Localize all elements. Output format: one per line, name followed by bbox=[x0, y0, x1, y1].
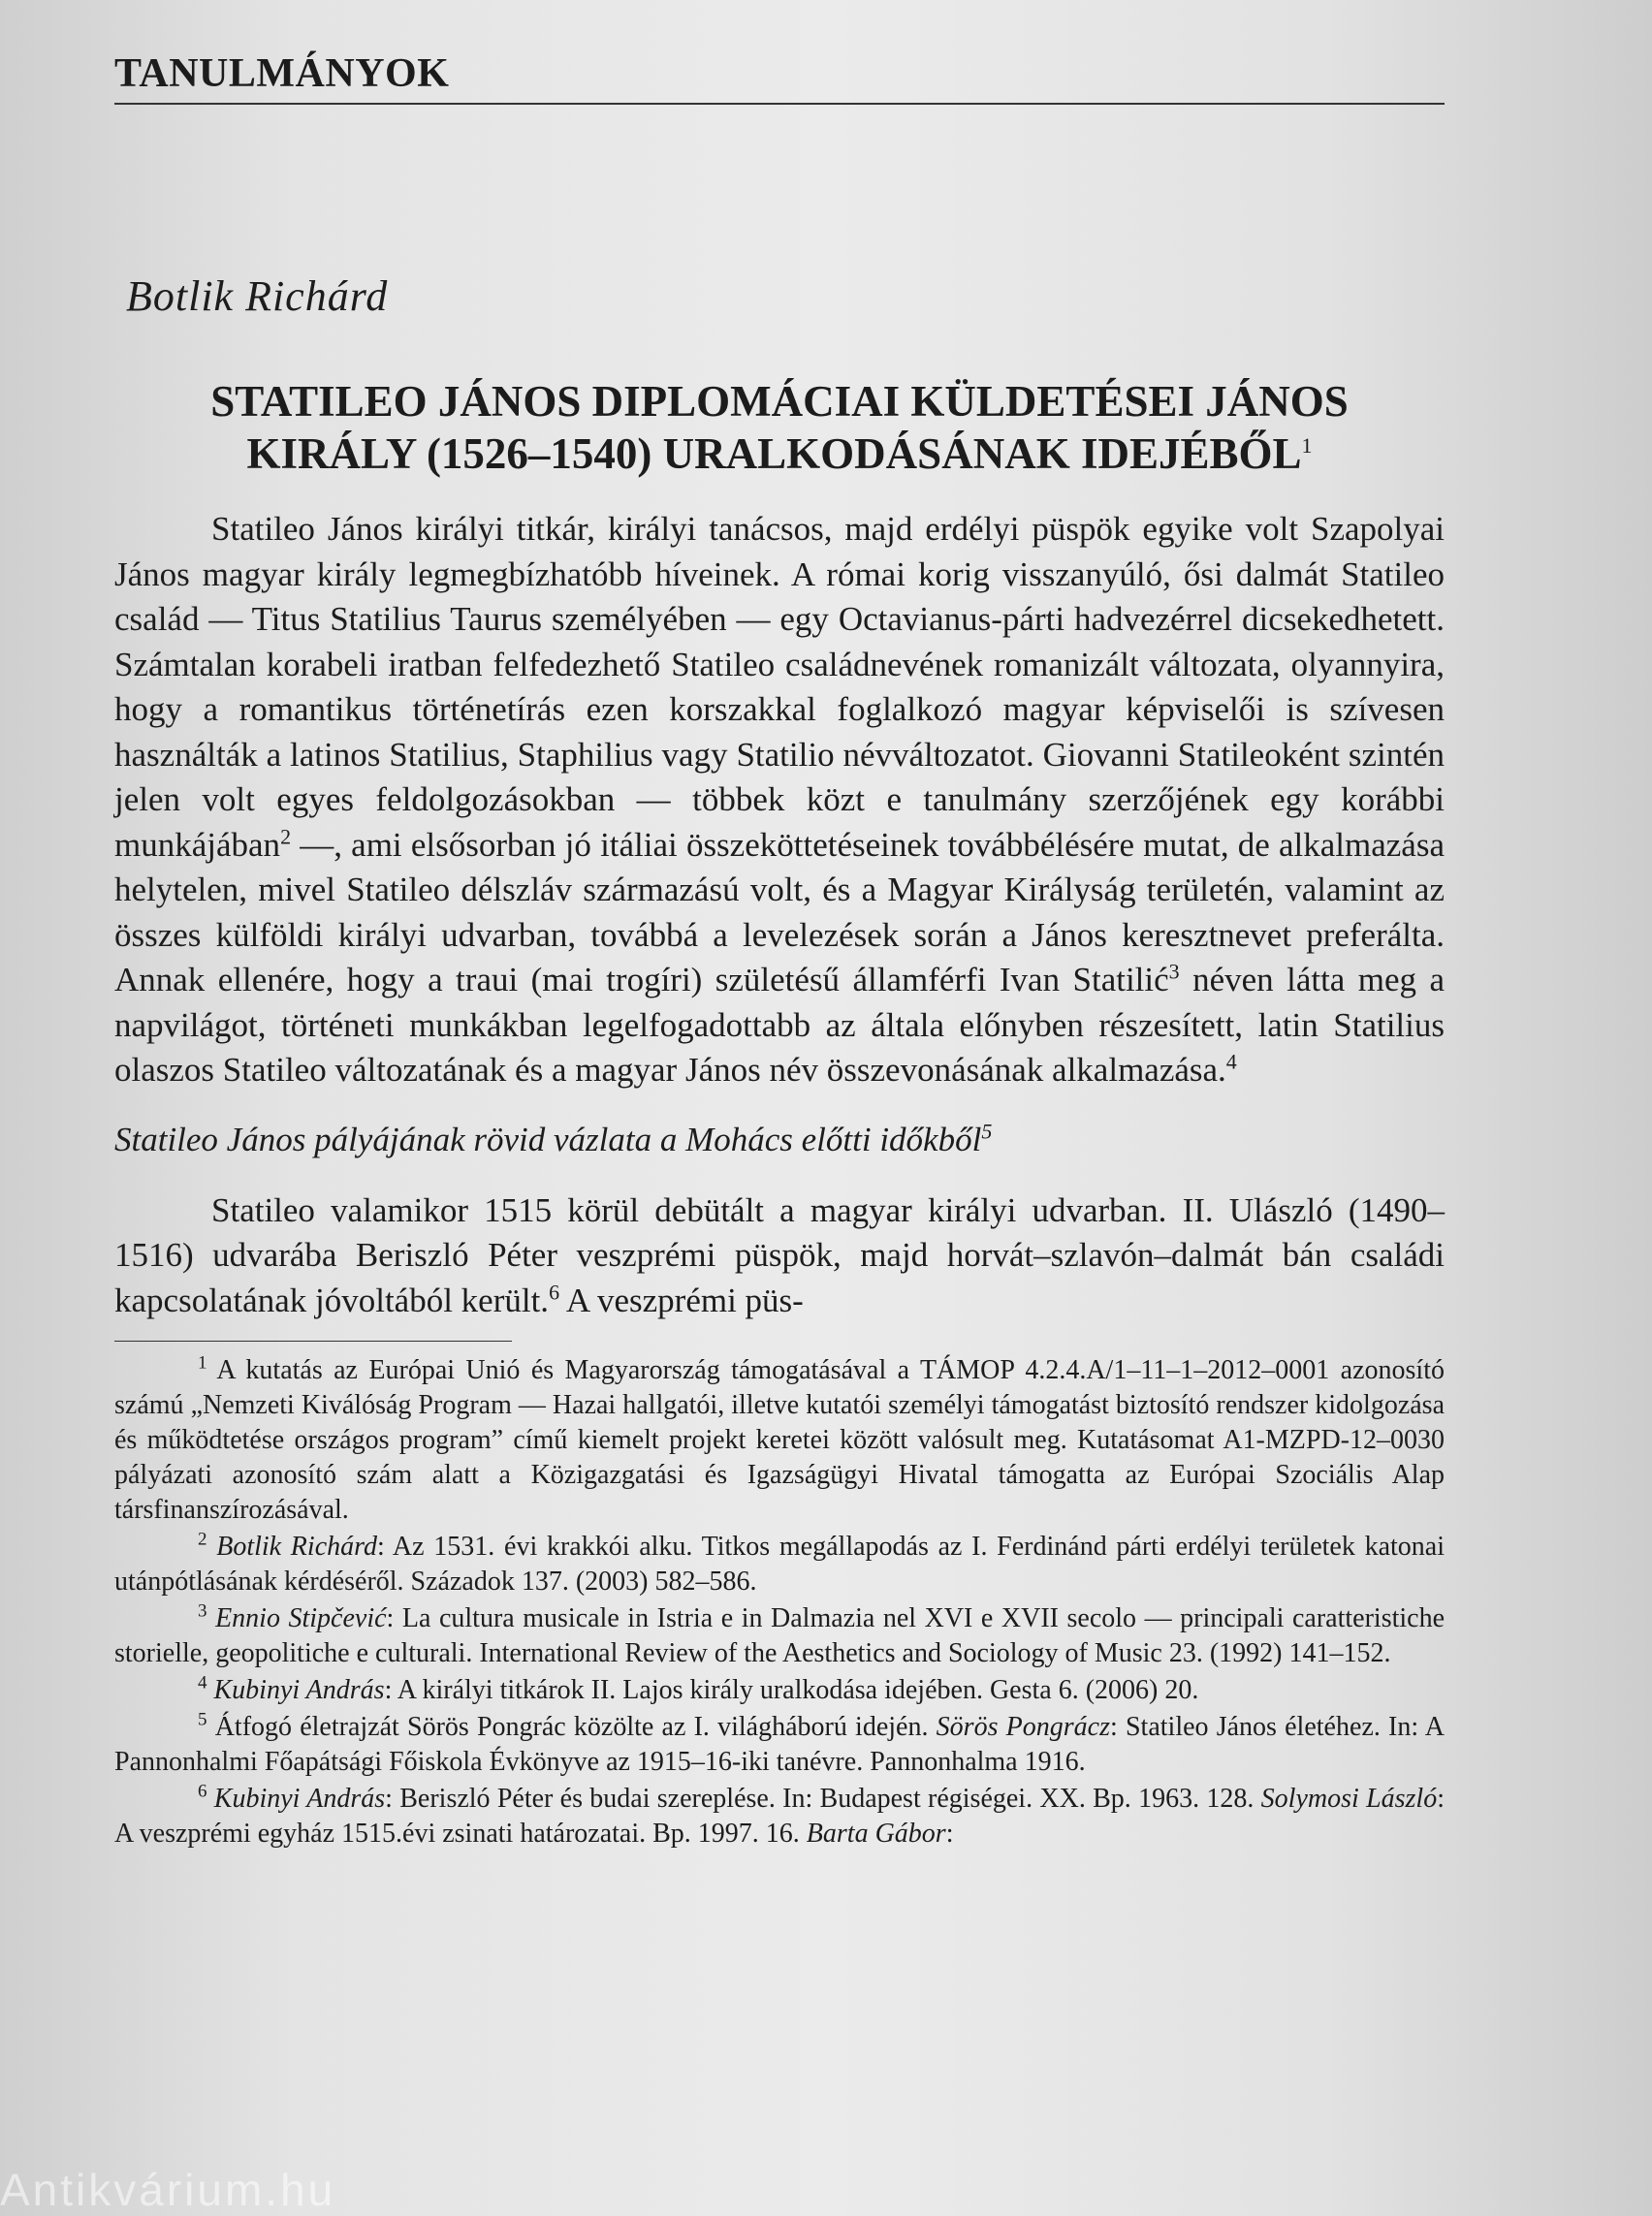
footnote-divider bbox=[114, 1341, 512, 1342]
footnote-text: : Statileo János életéhez. In: A Pannonhalmi Főapátsági Főiskola Évkönyve az 1915–16-iki tanévre. Pannonhalma 1916. bbox=[114, 1712, 1446, 1777]
footnote-ref: 3 bbox=[1168, 959, 1180, 984]
paragraph-text: A veszprémi püs- bbox=[559, 1281, 804, 1319]
footnote-text: : A veszprémi egyház 1515.évi zsinati határozatai. Bp. 1997. 16. bbox=[114, 1784, 1445, 1849]
cited-author: Ennio Stipčević bbox=[215, 1603, 387, 1633]
footnote-text: A kutatás az Európai Unió és Magyarország támogatásával a TÁMOP 4.2.4.A/1–11–1–2012–0001 azonosító számú „Nemzeti Kiválóság Program — Hazai hallgatói, illetve kutatói személyi támogatást biztosító rendszer kidolgozása és működtetése országos program” című kiemelt projekt keretei között valósult meg. Kutatásomat A1-MZPD-12–0030 pályázati azonosító szám alatt a Közigazgatási és Igazságügyi Hivatal támogatta az Európai Szociális Alap társfinanszírozásával. bbox=[114, 1355, 1445, 1525]
footnote-ref: 6 bbox=[549, 1279, 560, 1304]
footnote-text: : Az 1531. évi krakkói alku. Titkos megállapodás az I. Ferdinánd párti erdélyi területek katonai utánpótlásának kérdéséről. Századok 137. (2003) 582–586. bbox=[114, 1532, 1445, 1597]
paragraph-text: —, ami elsősorban jó itáliai összeköttetéseinek továbbélésére mutat, de alkalmazása helytelen, mivel Statileo délszláv származású volt, és a Magyar Királyság területén, valamint az összes külföldi királyi udvarban, továbbá a levelezések során a János keresztnevet preferálta. Annak ellenére, hogy a traui (mai trogíri) születésű államférfi Ivan Statilić bbox=[114, 825, 1445, 998]
footnote-ref: 5 bbox=[981, 1118, 993, 1143]
cited-author: Barta Gábor bbox=[806, 1819, 946, 1849]
footnote-text: : bbox=[945, 1819, 954, 1849]
footnote-number: 6 bbox=[198, 1781, 207, 1802]
footnote-number: 1 bbox=[198, 1352, 207, 1374]
cited-author: Botlik Richárd bbox=[216, 1532, 377, 1562]
author-name: Botlik Richárd bbox=[126, 272, 389, 320]
paragraph-text: Statileo János királyi titkár, királyi tanácsos, majd erdélyi püspök egyike volt Szapolyai János magyar király legmegbízhatóbb híveinek. A római korig visszanyúló, ősi dalmát Statileo család — Titus Statilius Taurus személyében — egy Octavianus-párti hadvezérrel dicsekedhetett. Számtalan korabeli iratban felfedezhető Statileo családnevének romanizált változata, olyannyira, hogy a romantikus történetírás ezen korszakkal foglalkozó magyar képviselői is szívesen használták a latinos Statilius, Staphilius vagy Statilio névváltozatot. Giovanni Statileoként szintén jelen volt egyes feldolgozásokban — többek közt e tanulmány szerzőjének egy korábbi munkájában bbox=[114, 510, 1445, 864]
section-label: TANULMÁNYOK bbox=[114, 50, 1445, 105]
footnote-ref: 2 bbox=[280, 823, 292, 848]
footnote-number: 2 bbox=[198, 1529, 207, 1550]
cited-author: Kubinyi András bbox=[213, 1784, 386, 1814]
cited-author: Kubinyi András bbox=[213, 1675, 385, 1705]
footnote bbox=[114, 1782, 1445, 1852]
watermark: Antikvárium.hu bbox=[0, 2165, 336, 2215]
body-paragraph bbox=[114, 507, 1445, 1093]
footnote-ref: 1 bbox=[1301, 433, 1313, 458]
footnote bbox=[114, 1530, 1445, 1599]
footnote-ref: 4 bbox=[1225, 1049, 1237, 1074]
paragraph-text: néven látta meg a napvilágot, történeti munkákban legelfogadottabb az általa előnyben részesített, latin Statilius olaszos Statileo változatának és a magyar János név összevonásának alkalmazása. bbox=[114, 961, 1445, 1089]
article-title bbox=[114, 375, 1445, 480]
body-paragraph bbox=[114, 1188, 1445, 1324]
footnote-text: : La cultura musicale in Istria e in Dalmazia nel XVI e XVII secolo — principali caratteristiche storielle, geopolitiche e culturali. International Review of the Aesthetics and Sociology of Music 23. (1992) 141–152. bbox=[114, 1603, 1446, 1668]
subheading-text: Statileo János pályájának rövid vázlata a Mohács előtti időkből bbox=[114, 1120, 982, 1158]
footnote-text: Átfogó életrajzát Sörös Pongrác közölte az I. világháború idején. bbox=[206, 1712, 937, 1742]
footnote bbox=[114, 1353, 1445, 1528]
footnote bbox=[114, 1710, 1445, 1780]
cited-author: Sörös Pongrácz bbox=[936, 1712, 1110, 1742]
section-subheading bbox=[114, 1118, 1445, 1159]
title-line-1: STATILEO JÁNOS DIPLOMÁCIAI KÜLDETÉSEI JÁNOS bbox=[210, 377, 1349, 426]
footnote-text: : A királyi titkárok II. Lajos király uralkodása idejében. Gesta 6. (2006) 20. bbox=[384, 1675, 1199, 1705]
footnote-text: : Beriszló Péter és budai szereplése. In: Budapest régiségei. XX. Bp. 1963. 128. bbox=[385, 1784, 1261, 1814]
cited-author: Solymosi László bbox=[1260, 1784, 1438, 1814]
footnote-number: 4 bbox=[198, 1672, 207, 1694]
footnote-number: 5 bbox=[198, 1709, 207, 1730]
title-line-2: KIRÁLY (1526–1540) URALKODÁSÁNAK IDEJÉBŐL bbox=[246, 429, 1302, 478]
footnote bbox=[114, 1673, 1445, 1708]
paragraph-text: Statileo valamikor 1515 körül debütált a magyar királyi udvarban. II. Ulászló (1490–1516) udvarába Beriszló Péter veszprémi püspök, majd horvát–szlavón–dalmát bán családi kapcsolatának jóvoltából került. bbox=[114, 1190, 1445, 1319]
document-page bbox=[114, 50, 1445, 1853]
footnote-number: 3 bbox=[198, 1600, 207, 1622]
footnote bbox=[114, 1601, 1445, 1671]
